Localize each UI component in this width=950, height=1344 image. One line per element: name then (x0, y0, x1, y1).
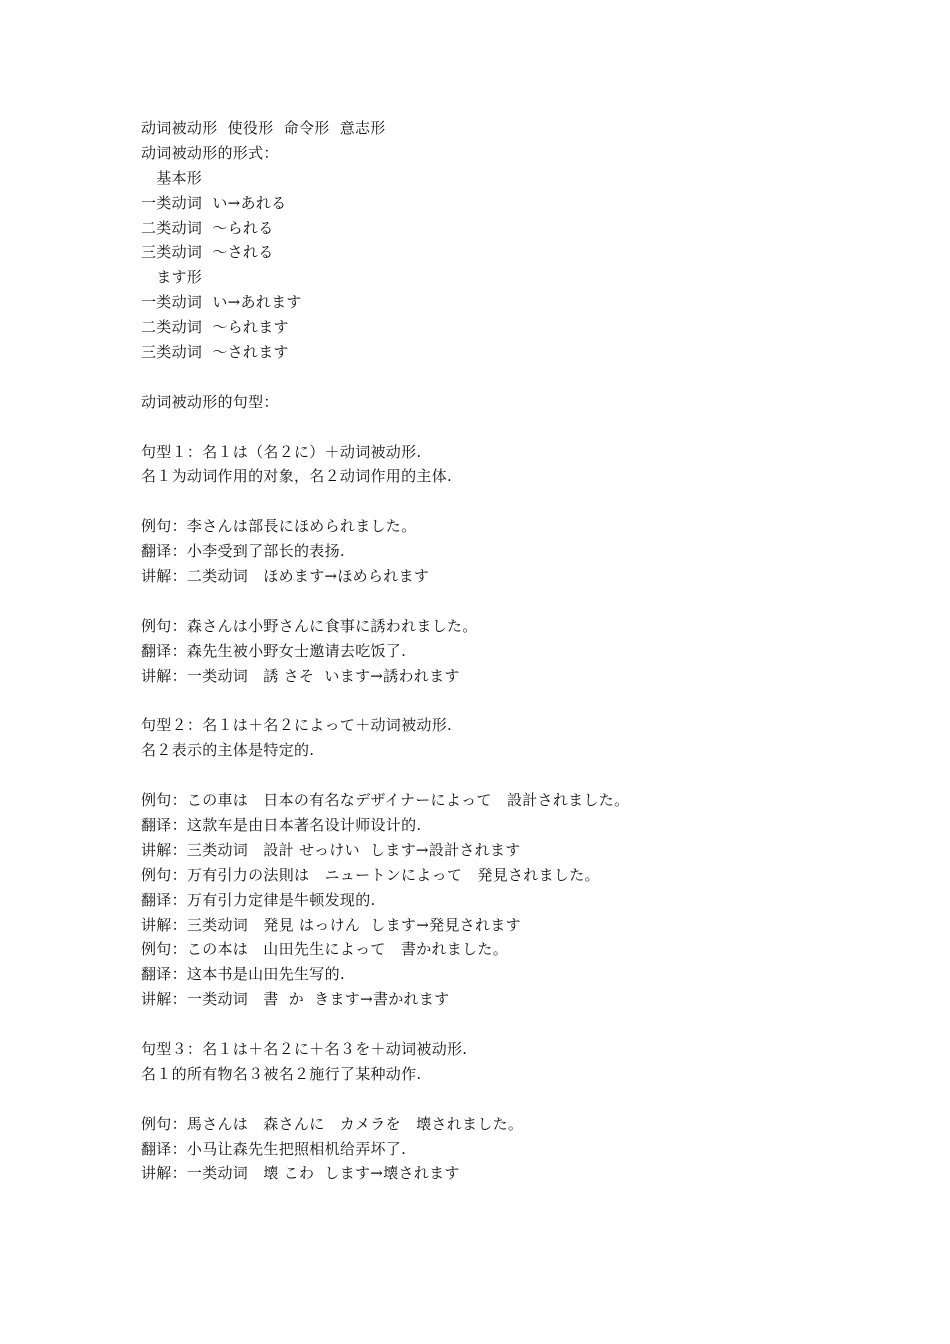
example-translation: 翻译：万有引力定律是牛顿发现的. (141, 890, 376, 909)
pattern-heading: 动词被动形的句型： (141, 392, 279, 411)
pattern3-title: 句型３：名１は＋名２に＋名３を＋动词被动形. (141, 1039, 468, 1058)
example-explanation: 讲解：一类动词 壊 こわ します→壊されます (141, 1164, 460, 1183)
doc-title: 动词被动形 使役形 命令形 意志形 (141, 119, 386, 137)
spacer (141, 415, 901, 440)
masu-form-sandan: 三类动词 ～されます (141, 343, 289, 362)
example-sentence: 例句：万有引力の法則は ニュートンによって 発見されました。 (141, 865, 600, 884)
basic-form-label: 基本形 (141, 168, 203, 187)
masu-form-nidan: 二类动词 ～られます (141, 318, 289, 337)
spacer (141, 1012, 901, 1037)
spacer (141, 688, 901, 713)
pattern2-desc: 名２表示的主体是特定的. (141, 741, 315, 760)
example-sentence: 例句：この車は 日本の有名なデザイナーによって 設計されました。 (141, 791, 630, 810)
example-sentence: 例句：この本は 山田先生によって 書かれました。 (141, 940, 509, 959)
spacer (141, 1087, 901, 1112)
pattern2-title: 句型２：名１は＋名２によって＋动词被动形. (141, 716, 453, 735)
example-sentence: 例句：馬さんは 森さんに カメラを 壊されました。 (141, 1114, 524, 1133)
basic-form-nidan: 二类动词 ～られる (141, 218, 274, 237)
example-explanation: 讲解：三类动词 発見 はっけん します→発見されます (141, 915, 521, 934)
spacer (141, 489, 901, 514)
spacer (141, 365, 901, 390)
example-explanation: 讲解：一类动词 書 か きます→書かれます (141, 990, 450, 1009)
example-explanation: 讲解：三类动词 設計 せっけい します→設計されます (141, 840, 521, 859)
basic-form-ichidan: 一类动词 い→あれる (141, 193, 287, 212)
pattern1-desc: 名１为动词作用的对象，名２动词作用的主体. (141, 467, 453, 486)
example-translation: 翻译：森先生被小野女士邀请去吃饭了. (141, 641, 407, 660)
example-translation: 翻译：这本书是山田先生写的. (141, 965, 345, 984)
spacer (141, 763, 901, 788)
form-heading: 动词被动形的形式： (141, 143, 279, 162)
example-sentence: 例句：森さんは小野さんに食事に誘われました。 (141, 616, 478, 635)
document-body (141, 116, 901, 1186)
example-translation: 翻译：小李受到了部长的表扬. (141, 542, 345, 561)
example-translation: 翻译：这款车是由日本著名设计师设计的. (141, 815, 422, 834)
pattern1-title: 句型１：名１は（名２に）＋动词被动形. (141, 442, 422, 461)
spacer (141, 589, 901, 614)
example-explanation: 讲解：二类动词 ほめます→ほめられます (141, 567, 430, 586)
masu-form-ichidan: 一类动词 い→あれます (141, 293, 302, 312)
example-explanation: 讲解：一类动词 誘 さそ います→誘われます (141, 666, 460, 685)
example-translation: 翻译：小马让森先生把照相机给弄坏了. (141, 1139, 407, 1158)
pattern3-desc: 名１的所有物名３被名２施行了某种动作. (141, 1064, 422, 1083)
masu-form-label: ます形 (141, 268, 203, 287)
example-sentence: 例句：李さんは部長にほめられました。 (141, 517, 417, 536)
basic-form-sandan: 三类动词 ～される (141, 243, 274, 262)
